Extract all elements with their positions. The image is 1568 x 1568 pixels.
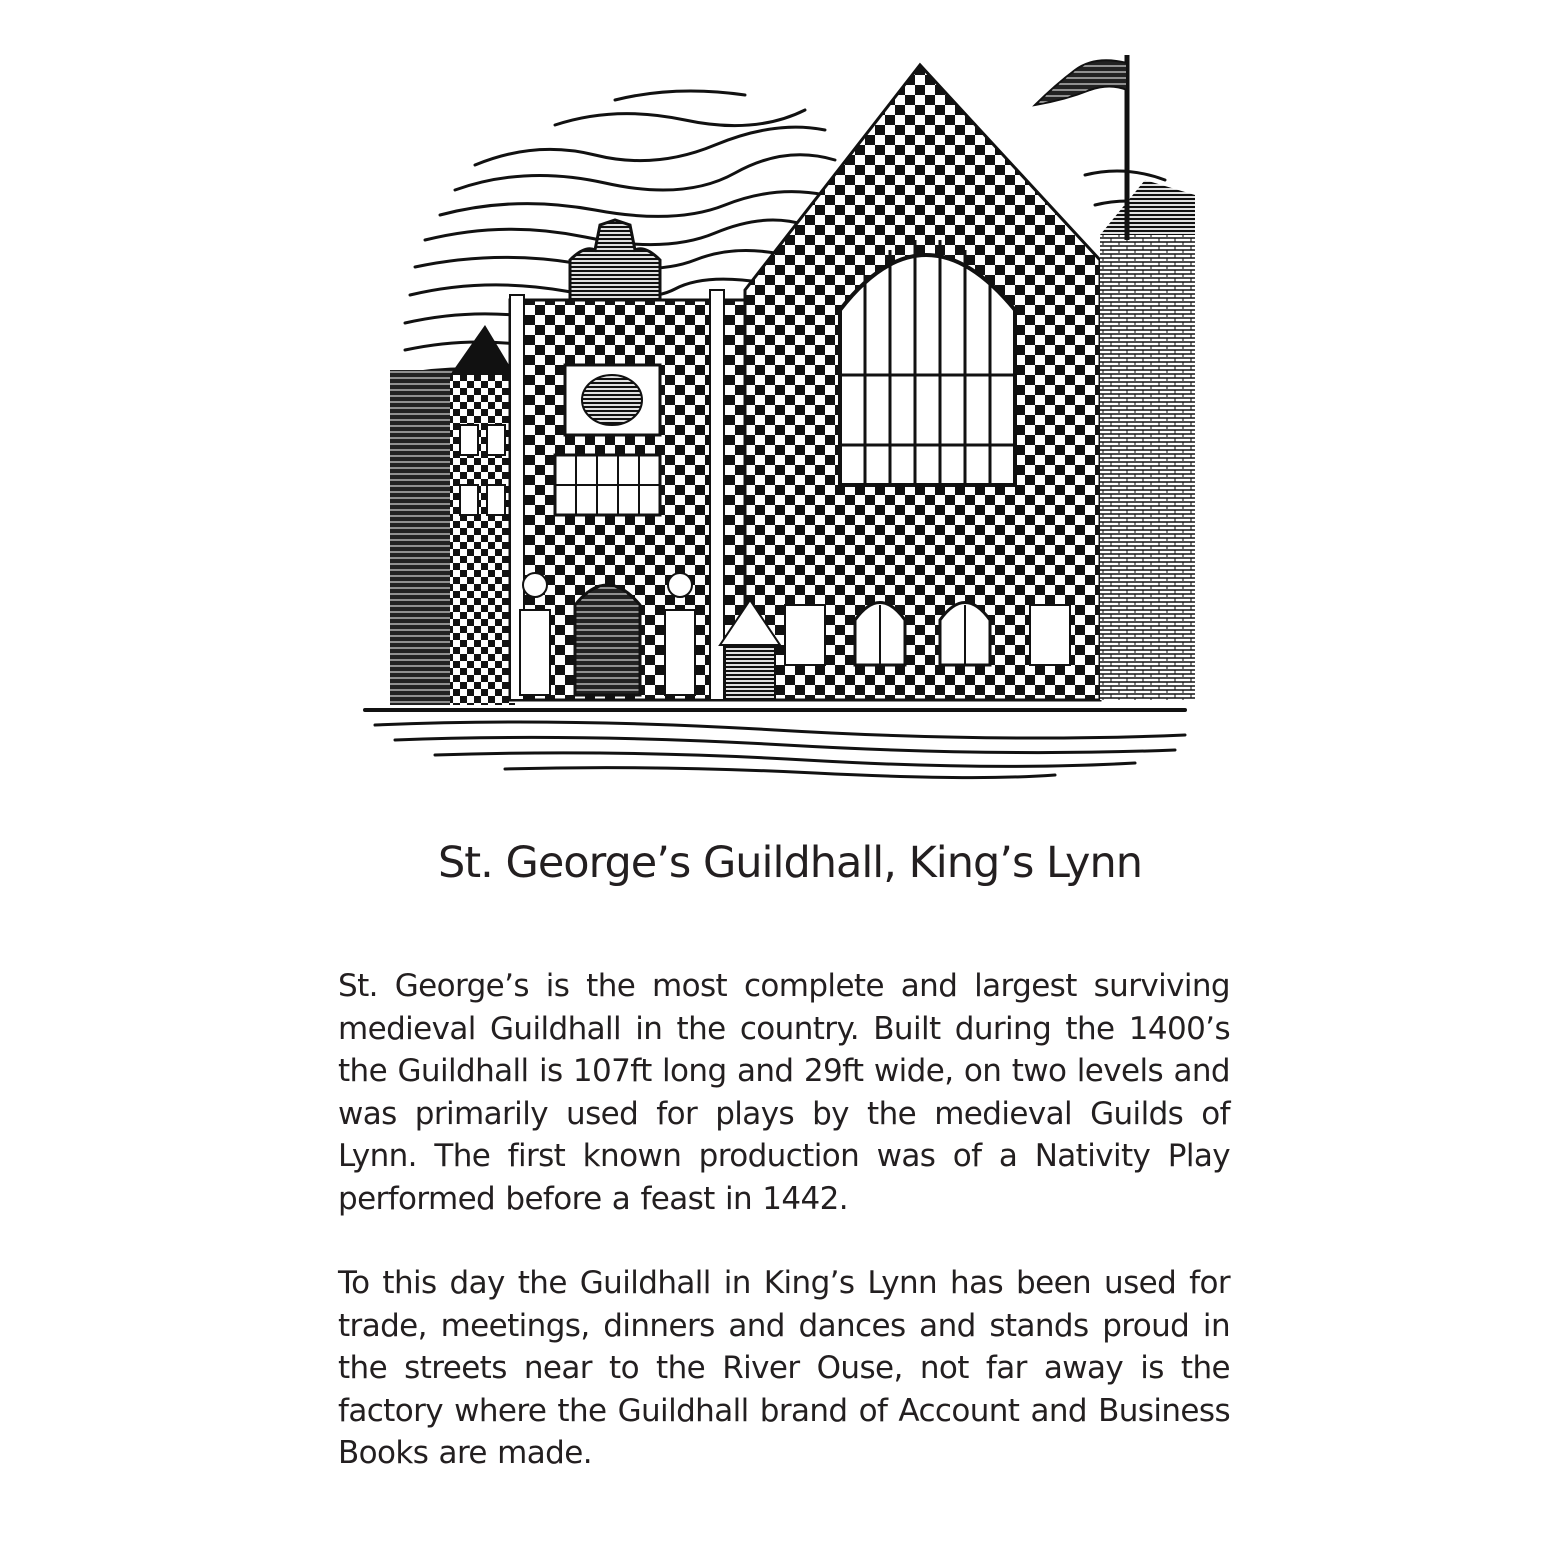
left-buildings <box>390 325 515 705</box>
page-title: St. George’s Guildhall, King’s Lynn <box>438 838 1142 888</box>
body-paragraph-1: St. George’s is the most complete and largest surviving medieval Guildhall in the country. Built during the 1400’s the Guildhall is 107ft long and 29ft wide, on two levels and was primarily used for plays by the medieval Guilds of Lynn. The first known production was of a Nativity Play performed before a feast in 1442. <box>338 968 1230 1217</box>
body-paragraph-2: To this day the Guildhall in King’s Lynn has been used for trade, meetings, dinners and dances and stands proud in the streets near to the River Ouse, not far away is the factory where the Guildhall brand of Account and Business Books are made. <box>338 1265 1230 1471</box>
street <box>365 710 1185 778</box>
main-hall <box>720 65 1195 700</box>
gatehouse <box>510 220 745 700</box>
guildhall-engraving <box>355 45 1195 785</box>
